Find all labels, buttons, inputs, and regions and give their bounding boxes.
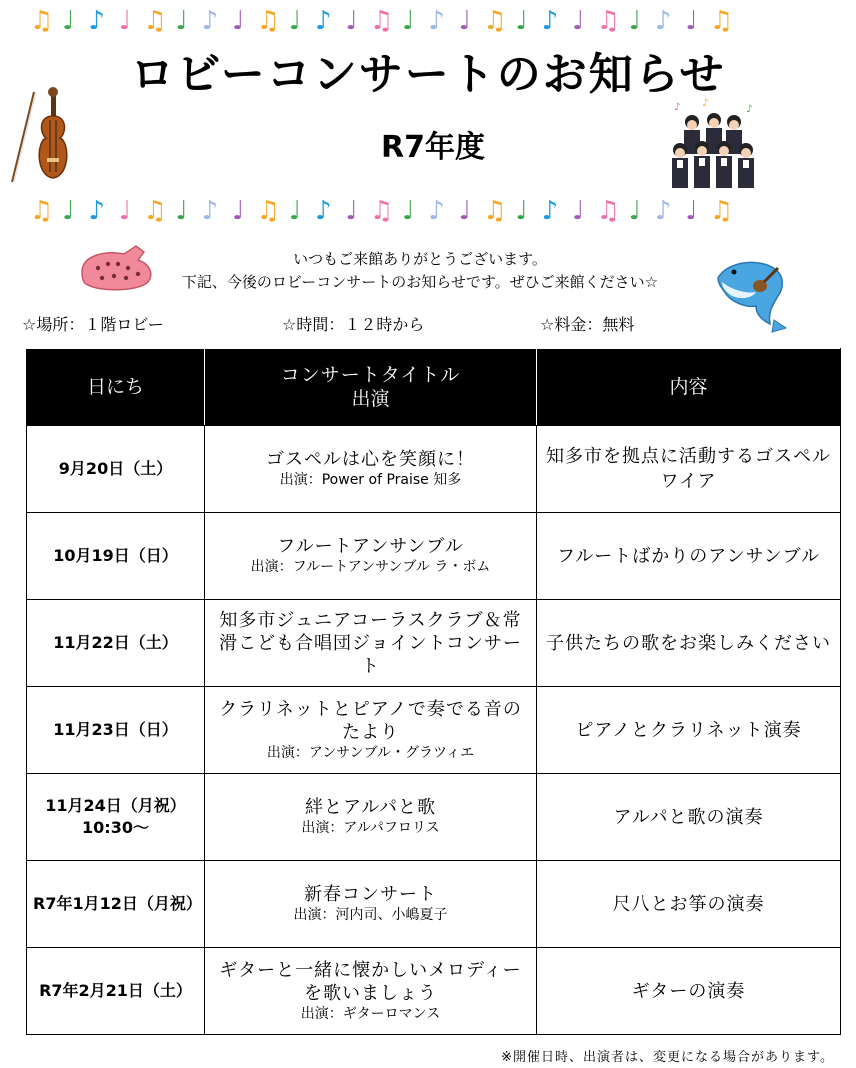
music-note-icon: ♪ [428,6,445,36]
ocarina-illustration [78,242,156,294]
table-row [27,600,841,687]
concert-title-cell [205,600,537,687]
music-note-icon: ♫ [596,6,620,36]
choir-illustration [662,98,762,190]
concert-content: ピアノとクラリネット演奏 [537,687,841,774]
music-note-icon: ♪ [654,196,672,226]
schedule-body [27,426,841,1035]
music-note-icon: ♫ [256,196,280,226]
music-note-icon: ♩ [288,6,302,36]
header-date: 日にち [27,349,205,426]
header-content: 内容 [537,349,841,426]
concert-date: 11月23日（日） [27,687,205,774]
table-row [27,774,841,861]
music-note-icon: ♩ [685,196,698,226]
page-title: ロビーコンサートのお知らせ [130,49,726,100]
music-note-icon: ♪ [201,196,219,226]
music-notes-top-border [30,6,734,36]
music-note-icon: ♪ [88,196,105,226]
music-note-icon: ♫ [369,6,394,36]
info-time: ☆時間：１２時から [282,315,425,334]
concert-title-cell [205,426,537,513]
concert-date: 11月22日（土） [27,600,205,687]
music-note-icon: ♫ [143,6,167,36]
music-note-icon: ♪ [201,6,219,36]
concert-performer: 出演：Power of Praise 知多 [279,472,462,488]
concert-title: 絆とアルパと歌 [304,797,437,818]
concert-date: 9月20日（土） [27,426,205,513]
dolphin-guitar-illustration [712,254,794,336]
music-note-icon: ♫ [483,6,507,36]
music-note-icon: ♪ [541,196,559,226]
concert-content: アルパと歌の演奏 [537,774,841,861]
header-title-line-2: 出演 [351,388,390,410]
concert-performer: 出演：アルパフロリス [301,820,440,836]
music-note-icon: ♩ [232,196,245,226]
music-note-icon: ♩ [345,196,358,226]
music-note-icon: ♩ [232,6,245,36]
svg-text:♪: ♪ [674,102,681,113]
concert-title-cell [205,948,537,1035]
info-fee: ☆料金：無料 [540,315,635,334]
event-info [22,312,722,336]
music-note-icon: ♪ [88,6,105,36]
concert-title-cell [205,513,537,600]
music-note-icon: ♪ [428,196,445,226]
table-row [27,948,841,1035]
table-row [27,513,841,600]
concert-date: R7年2月21日（土） [27,948,205,1035]
change-notice: ※開催日時、出演者は、変更になる場合があります。 [501,1050,834,1065]
music-note-icon: ♪ [654,6,672,36]
concert-title-cell [205,861,537,948]
greeting-message [150,248,690,294]
music-note-icon: ♩ [62,6,75,36]
music-note-icon: ♩ [118,6,132,36]
header-title-line-1: コンサートタイトル [280,364,461,386]
music-note-icon: ♫ [483,196,507,226]
music-note-icon: ♩ [175,6,188,36]
concert-performer: 出演：河内司、小嶋夏子 [293,907,448,923]
concert-title: 新春コンサート [304,884,437,905]
table-row [27,687,841,774]
table-row [27,861,841,948]
music-note-icon: ♩ [345,6,358,36]
music-note-icon: ♫ [143,196,167,226]
concert-content: 知多市を拠点に活動するゴスペルワイア [537,426,841,513]
music-note-icon: ♩ [458,196,472,226]
concert-date: 11月24日（月祝）10:30～ [27,774,205,861]
music-note-icon: ♪ [314,6,332,36]
table-row [27,426,841,513]
svg-text:♪: ♪ [702,98,709,109]
table-header-row [27,349,841,426]
music-note-icon: ♪ [314,196,332,226]
music-note-icon: ♩ [288,196,302,226]
music-note-icon: ♩ [402,196,415,226]
concert-title: ゴスペルは心を笑顔に！ [266,449,475,470]
concert-schedule-table [26,348,841,1035]
music-note-icon: ♩ [628,6,642,36]
concert-performer: 出演：アンサンブル・グラツィエ [266,744,475,761]
svg-text:♪: ♪ [746,104,753,115]
greeting-line-1: いつもご来館ありがとうございます。 [293,250,547,268]
concert-content: フルートばかりのアンサンブル [537,513,841,600]
music-note-icon: ♫ [709,196,734,226]
concert-content: 尺八とお筝の演奏 [537,861,841,948]
music-note-icon: ♩ [572,6,585,36]
music-notes-bottom-border [30,196,734,226]
music-note-icon: ♫ [256,6,280,36]
info-place: ☆場所：１階ロビー [22,315,164,334]
music-note-icon: ♩ [515,196,528,226]
concert-title-cell [205,774,537,861]
music-note-icon: ♪ [541,6,559,36]
music-note-icon: ♩ [402,6,415,36]
music-note-icon: ♩ [458,6,472,36]
concert-performer: 出演：ギターロマンス [300,1005,441,1022]
music-note-icon: ♩ [118,196,132,226]
music-note-icon: ♩ [572,196,585,226]
concert-title: 知多市ジュニアコーラスクラブ＆常滑こども合唱団ジョイントコンサート [219,609,522,677]
concert-title: フルートアンサンブル [277,536,464,557]
fiscal-year-subtitle: R7年度 [381,130,485,165]
greeting-line-2: 下記、今後のロビーコンサートのお知らせです。ぜひご来館ください☆ [181,273,659,291]
concert-performer: 出演：フルートアンサンブル ラ・ボム [250,559,491,575]
music-note-icon: ♫ [369,196,394,226]
concert-content: 子供たちの歌をお楽しみください [537,600,841,687]
music-note-icon: ♫ [596,196,620,226]
music-note-icon: ♫ [709,6,734,36]
music-note-icon: ♩ [515,6,528,36]
music-note-icon: ♩ [685,6,698,36]
concert-title: ギターと一緒に懐かしいメロディーを歌いましょう [219,959,522,1004]
music-note-icon: ♫ [30,196,54,226]
header-title [205,349,537,426]
concert-date: 10月19日（日） [27,513,205,600]
concert-title-cell [205,687,537,774]
concert-date: R7年1月12日（月祝） [27,861,205,948]
music-note-icon: ♩ [628,196,642,226]
music-note-icon: ♩ [62,196,75,226]
concert-content: ギターの演奏 [537,948,841,1035]
music-note-icon: ♫ [30,6,54,36]
music-note-icon: ♩ [175,196,188,226]
violin-illustration [8,86,70,186]
concert-title: クラリネットとピアノで奏でる音のたより [219,698,522,743]
